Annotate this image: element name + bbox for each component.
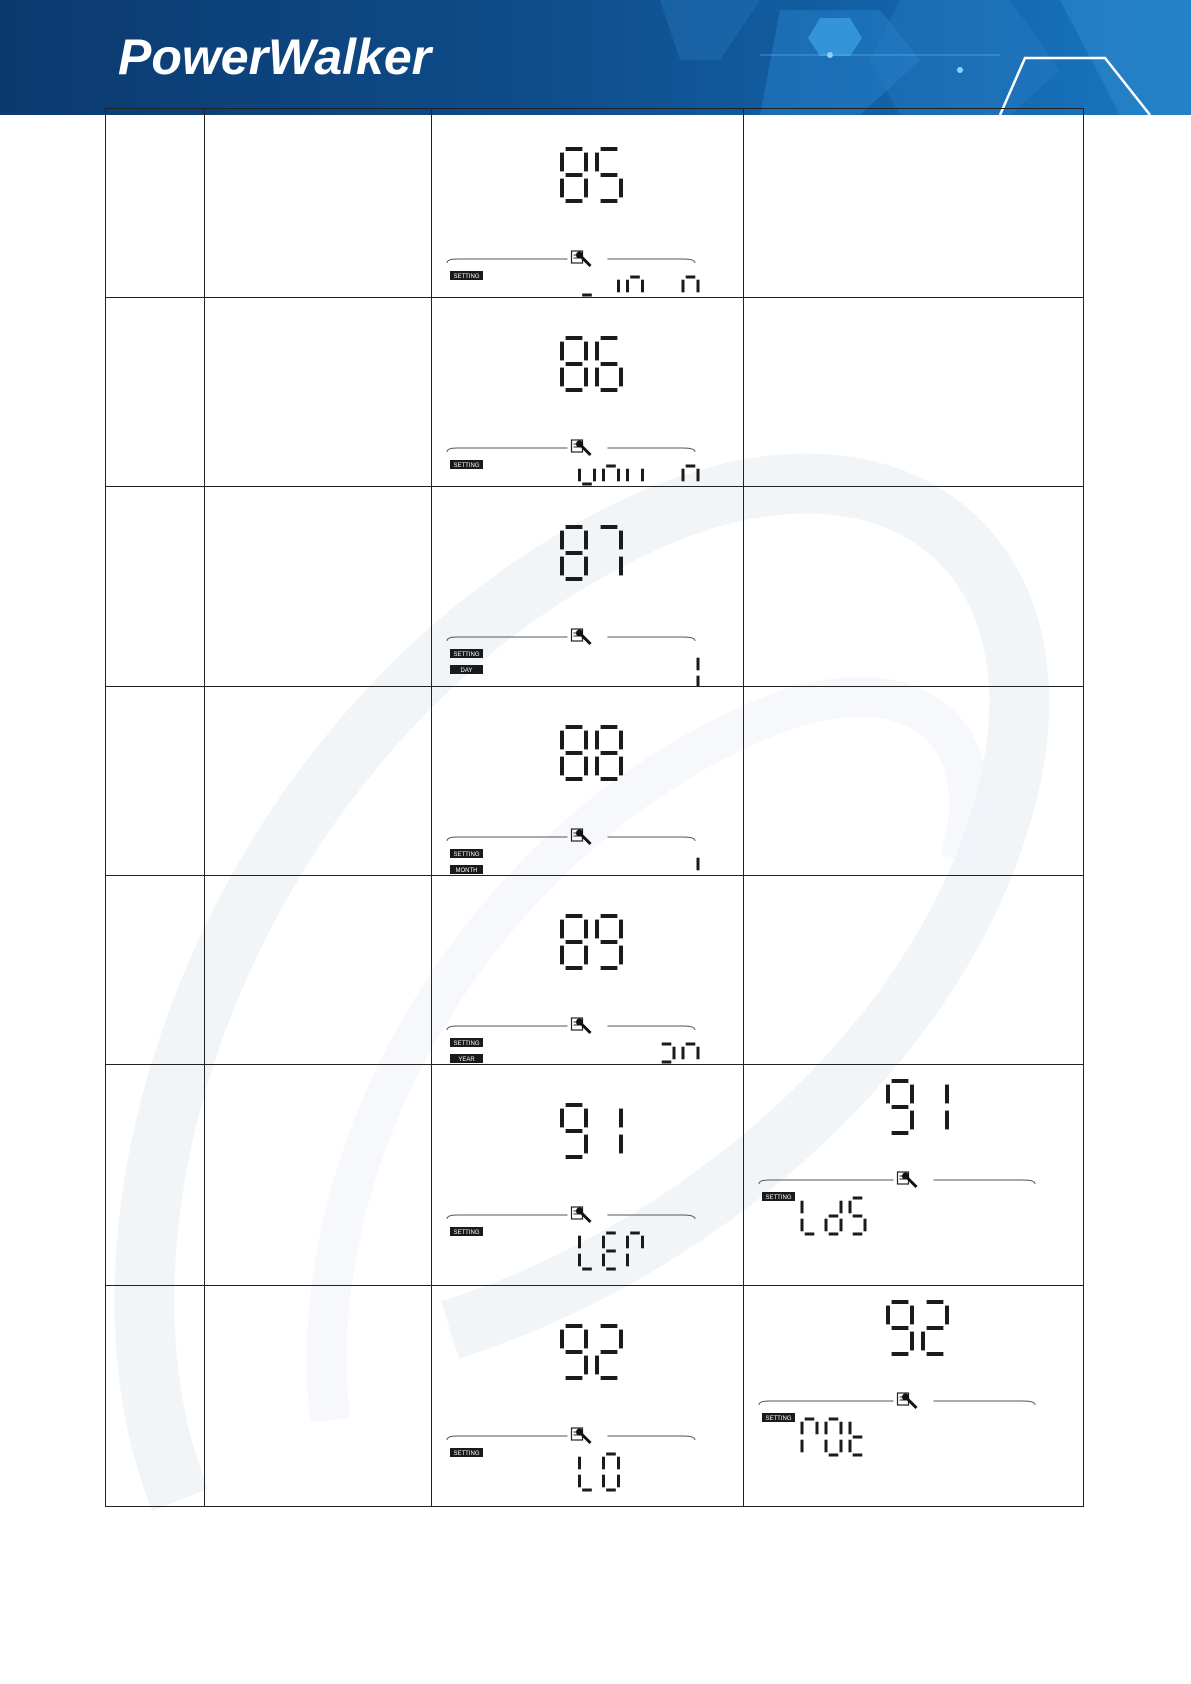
option-cell-right: [744, 1286, 1084, 1507]
program-cell: [106, 487, 205, 687]
program-number: [562, 149, 621, 201]
sub-label: [802, 1419, 862, 1455]
sub-label: [580, 1233, 643, 1269]
description-cell: [205, 1065, 432, 1286]
svg-text:SETTING: SETTING: [765, 1416, 792, 1422]
program-number: [562, 1105, 621, 1157]
setting-value: [683, 277, 698, 297]
program-number: [888, 1302, 947, 1354]
wrench-icon: [898, 1172, 917, 1187]
table-row: [106, 109, 1084, 298]
option-cell-left: [432, 109, 744, 298]
wrench-icon: [572, 1018, 591, 1033]
lcd-display: [432, 1286, 743, 1506]
sub-label: [802, 1198, 865, 1234]
option-cell-left: [432, 298, 744, 487]
program-cell: [106, 1286, 205, 1507]
svg-text:YEAR: YEAR: [458, 1057, 475, 1063]
program-cell: [106, 298, 205, 487]
program-number: [562, 1326, 621, 1378]
svg-text:SETTING: SETTING: [453, 274, 480, 280]
setting-tag: [450, 271, 483, 280]
sub-label: [580, 277, 643, 297]
brand-logo: PowerWalker: [118, 29, 432, 85]
table-row: [106, 1065, 1084, 1286]
svg-text:SETTING: SETTING: [453, 1230, 480, 1236]
lcd-display: [432, 1065, 743, 1285]
year-tag: [450, 1054, 483, 1063]
setting-tag: [762, 1413, 795, 1422]
option-cell-right: [744, 876, 1084, 1065]
setting-tag: [762, 1192, 795, 1201]
wrench-icon: [898, 1393, 917, 1408]
lcd-display: [432, 298, 743, 486]
program-number: [562, 727, 621, 779]
wrench-icon: [572, 1207, 591, 1222]
setting-tag: [450, 460, 483, 469]
setting-tag: [450, 1038, 483, 1047]
setting-tag: [450, 1227, 483, 1236]
lcd-display: [744, 1286, 1083, 1506]
description-cell: [205, 876, 432, 1065]
option-cell-left: [432, 487, 744, 687]
option-cell-left: [432, 1286, 744, 1507]
setting-tag: [450, 649, 483, 658]
svg-text:SETTING: SETTING: [453, 463, 480, 469]
svg-text:SETTING: SETTING: [765, 1195, 792, 1201]
svg-text:SETTING: SETTING: [453, 1041, 480, 1047]
table-row: [106, 298, 1084, 487]
lcd-display: [432, 687, 743, 875]
description-cell: [205, 687, 432, 876]
day-tag: [450, 665, 483, 674]
program-number: [562, 527, 621, 579]
svg-text:DAY: DAY: [460, 668, 473, 674]
wrench-icon: [572, 251, 591, 266]
wrench-icon: [572, 629, 591, 644]
option-cell-right: [744, 1065, 1084, 1286]
lcd-display: [432, 109, 743, 297]
option-cell-right: [744, 109, 1084, 298]
wrench-icon: [572, 829, 591, 844]
wrench-icon: [572, 1428, 591, 1443]
program-cell: [106, 687, 205, 876]
table-row: [106, 876, 1084, 1065]
option-cell-right: [744, 487, 1084, 687]
table-row: [106, 1286, 1084, 1507]
description-cell: [205, 298, 432, 487]
svg-text:SETTING: SETTING: [453, 852, 480, 858]
wrench-icon: [572, 440, 591, 455]
settings-table: [105, 108, 1084, 1507]
month-tag: [450, 865, 483, 874]
program-cell: [106, 876, 205, 1065]
setting-tag: [450, 1448, 483, 1457]
setting-value: [683, 466, 698, 486]
lcd-display: [432, 876, 743, 1064]
description-cell: [205, 487, 432, 687]
table-row: [106, 487, 1084, 687]
lcd-display: [744, 1065, 1083, 1285]
program-cell: [106, 1065, 205, 1286]
sub-label: [580, 1454, 619, 1490]
option-cell-right: [744, 298, 1084, 487]
option-cell-left: [432, 687, 744, 876]
sub-label: [580, 466, 643, 486]
lcd-display: [432, 487, 743, 686]
option-cell-left: [432, 1065, 744, 1286]
description-cell: [205, 1286, 432, 1507]
table-row: [106, 687, 1084, 876]
option-cell-left: [432, 876, 744, 1065]
svg-text:SETTING: SETTING: [453, 652, 480, 658]
setting-value: [659, 1044, 698, 1064]
description-cell: [205, 109, 432, 298]
program-number: [888, 1081, 947, 1133]
program-number: [562, 916, 621, 968]
program-number: [562, 338, 621, 390]
program-cell: [106, 109, 205, 298]
option-cell-right: [744, 687, 1084, 876]
svg-text:SETTING: SETTING: [453, 1451, 480, 1457]
svg-text:MONTH: MONTH: [455, 868, 478, 874]
setting-tag: [450, 849, 483, 858]
